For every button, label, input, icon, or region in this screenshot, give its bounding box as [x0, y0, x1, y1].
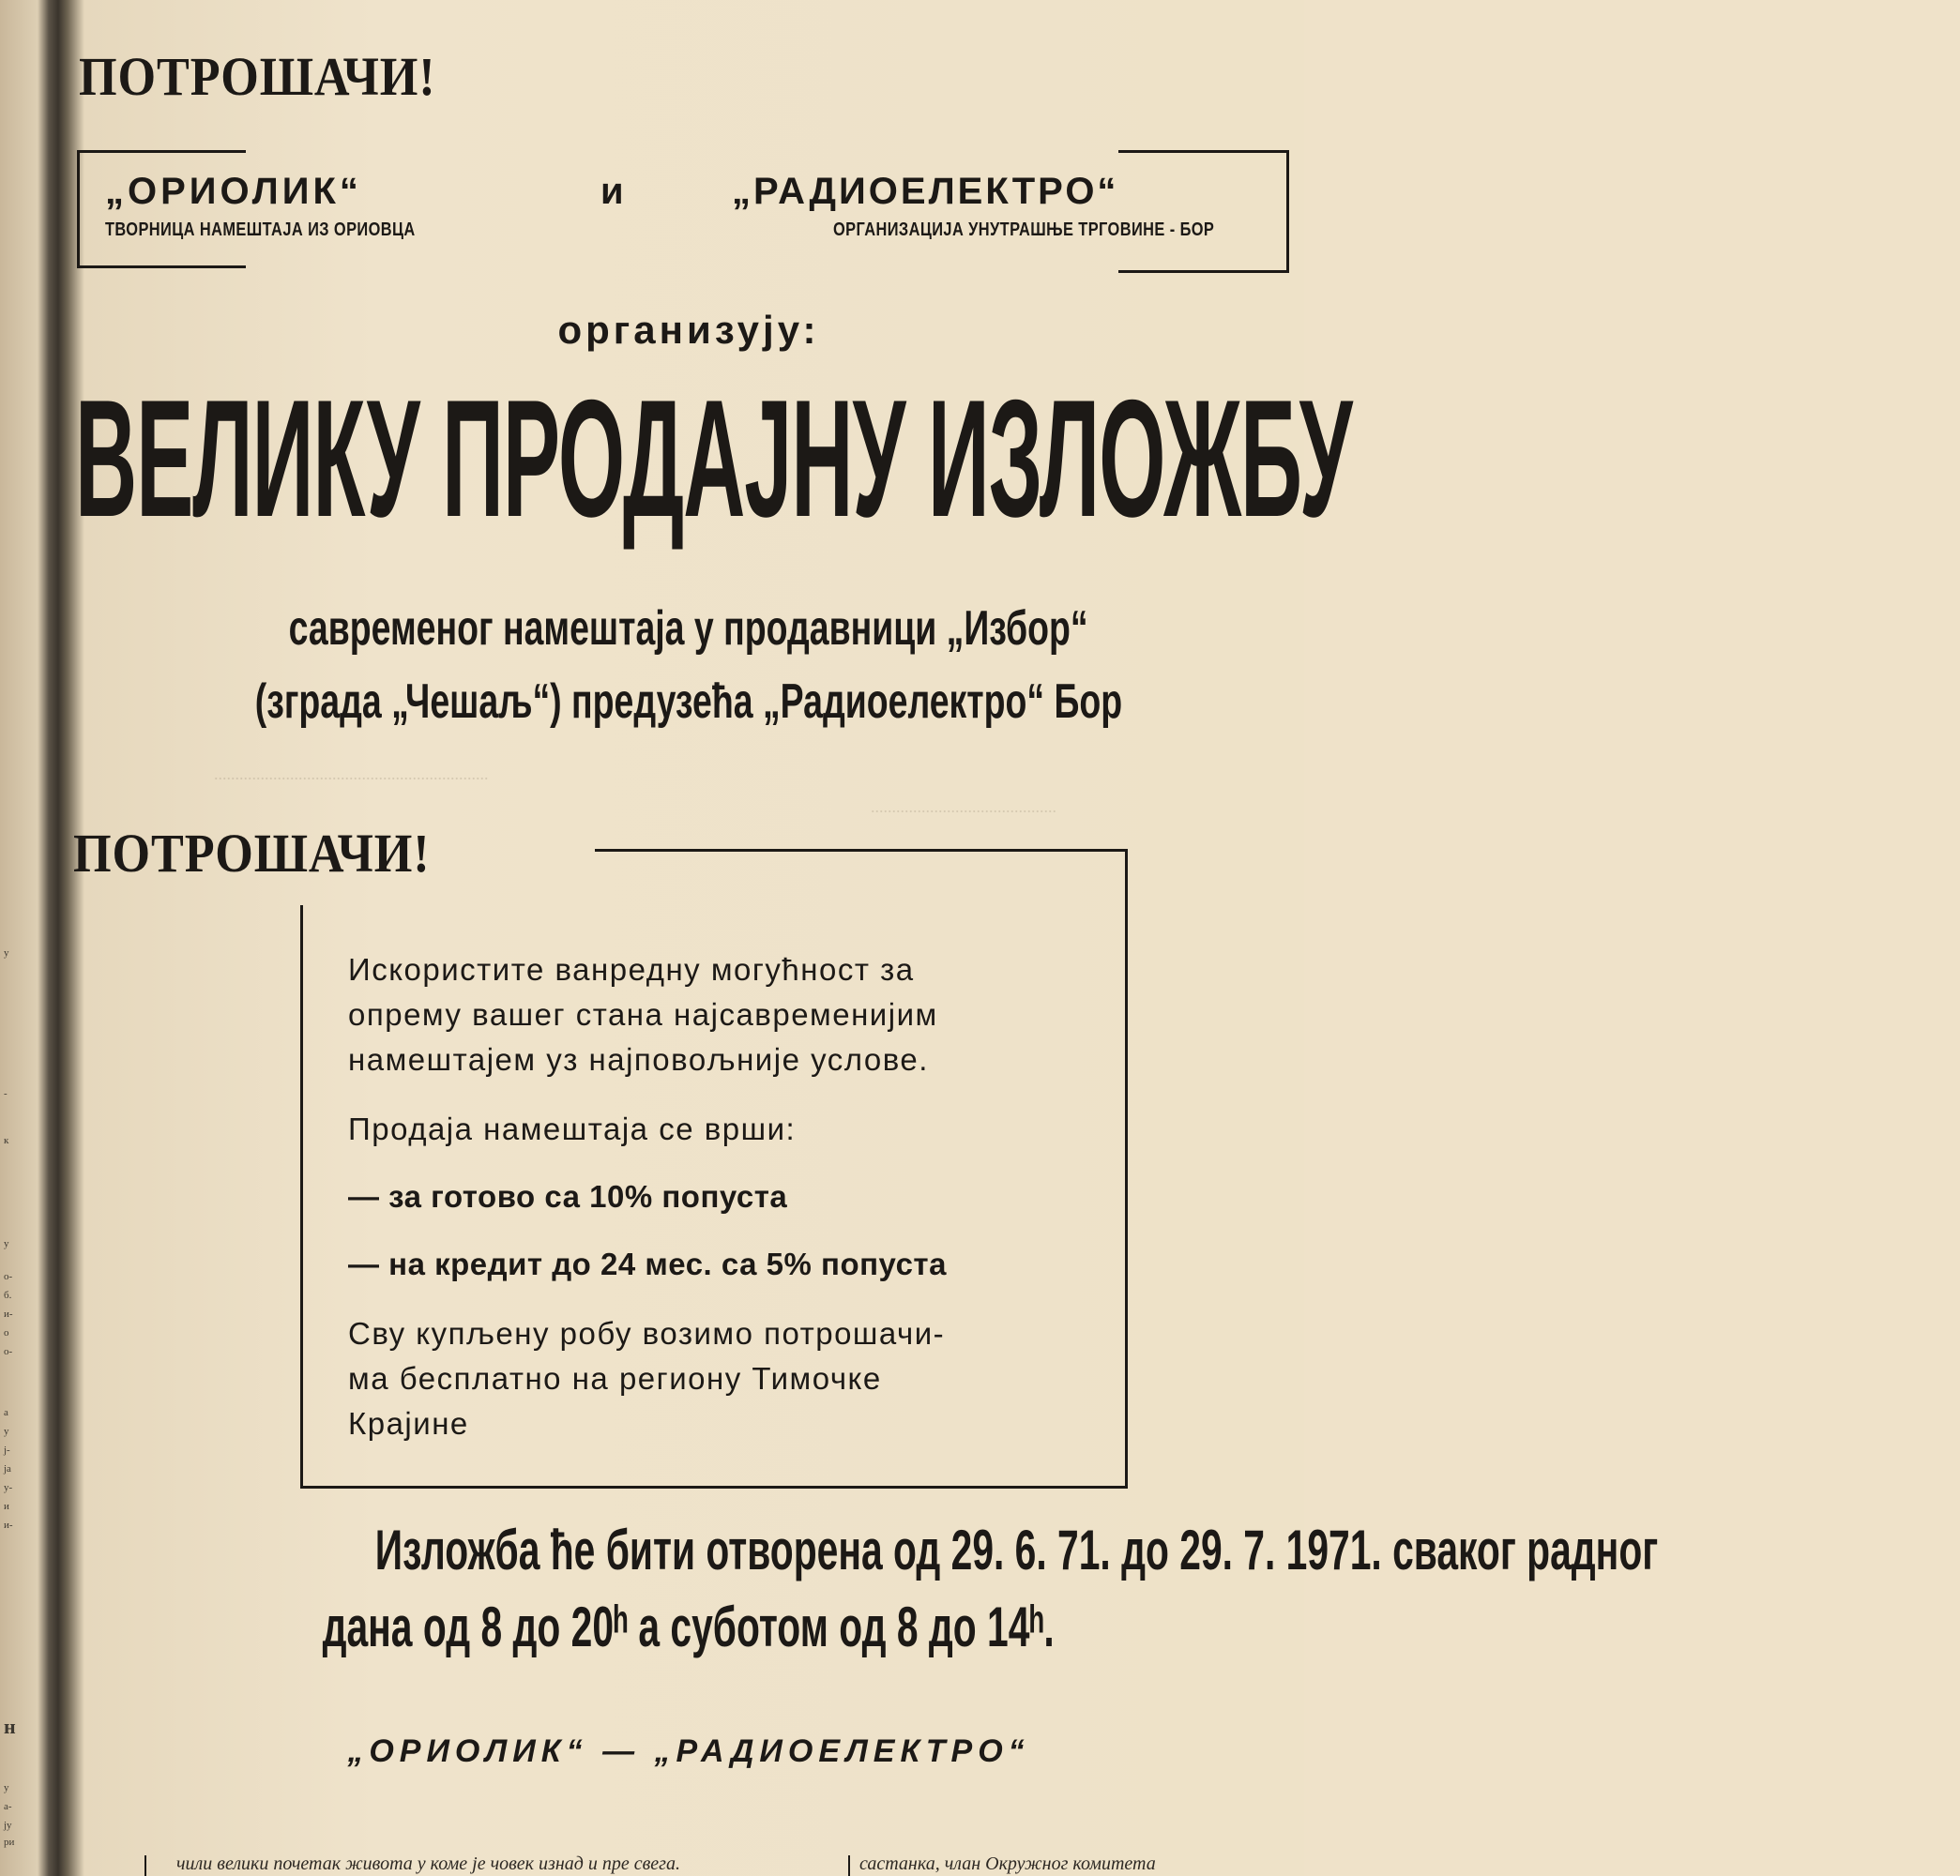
- bottom-cut-right-text: састанка, члан Окружног комитета: [859, 1853, 1156, 1874]
- margin-fragment: и-: [4, 1309, 13, 1320]
- margin-fragment: н: [4, 1715, 16, 1738]
- bottom-column-rule: [144, 1855, 146, 1876]
- box-rule-bottom: [300, 1486, 1128, 1489]
- subtitle-line-2-text: (зграда „Чешаљ“) предузећа „Радиоелектро“ Бор: [254, 674, 1123, 729]
- box-rule-right: [1125, 849, 1128, 1489]
- left-brand-rule-bottom: [77, 265, 246, 268]
- left-brand-rule-top: [77, 150, 246, 153]
- exhibition-hours-line: [73, 1595, 1304, 1659]
- margin-fragment: у: [4, 947, 9, 959]
- box-delivery-line-2: ма бесплатно на региону Тимочке: [348, 1361, 882, 1396]
- box-delivery-line-3: Крајине: [348, 1406, 469, 1441]
- bottom-column-divider: [848, 1855, 850, 1876]
- margin-fragment: и-: [4, 1520, 13, 1531]
- box-sales-intro: Продаја намештаја се врши:: [348, 1112, 797, 1146]
- subtitle-line-2: [73, 673, 1304, 730]
- margin-fragment: о-: [4, 1271, 13, 1282]
- margin-fragment: а-: [4, 1801, 12, 1812]
- margin-fragment: -: [4, 1088, 8, 1099]
- exhibition-dates-line: [73, 1518, 1659, 1582]
- second-heading: ПОТРОШАЧИ!: [73, 823, 431, 884]
- box-option-credit: — на кредит до 24 мес. са 5% попуста: [348, 1247, 947, 1281]
- margin-fragment: и: [4, 1501, 9, 1512]
- exhibition-dates-text: Изложба ће бити отворена од 29. 6. 71. до 29. 7. 1971. сваког радног: [374, 1519, 1659, 1581]
- subtitle-line-1-text: савременог намештаја у продавници „Избор“: [289, 601, 1088, 656]
- box-rule-left: [300, 905, 303, 1489]
- exhibition-hours-text: дана од 8 до 20ʰ а суботом од 8 до 14ʰ.: [322, 1596, 1056, 1658]
- margin-fragment: о: [4, 1327, 9, 1339]
- left-brand-name: „ОРИОЛИК“: [105, 171, 362, 212]
- right-brand-subtitle: ОРГАНИЗАЦИЈА УНУТРАШЊЕ ТРГОВИНЕ - БОР: [833, 219, 1215, 240]
- margin-fragment: о-: [4, 1346, 13, 1357]
- box-intro-line-1: Искористите ванредну могућност за: [348, 952, 915, 987]
- right-brand-rule-side: [1286, 150, 1289, 272]
- right-brand-rule-top: [1118, 150, 1287, 153]
- margin-fragment: ја: [4, 1463, 11, 1475]
- margin-fragment: у-: [4, 1482, 13, 1493]
- margin-fragment: а: [4, 1407, 8, 1418]
- box-intro-line-2: опрему вашег стана најсавременијим: [348, 997, 938, 1032]
- margin-fragment: ри: [4, 1837, 15, 1848]
- show-through-text: .................................................................: [214, 764, 489, 783]
- box-delivery-line-1: Сву купљену робу возимо потрошачи-: [348, 1316, 946, 1351]
- left-brand-rule-side: [77, 150, 80, 267]
- main-title: ВЕЛИКУ ПРОДАЈНУ ИЗЛОЖБУ: [75, 365, 1352, 552]
- top-heading: ПОТРОШАЧИ!: [79, 46, 436, 107]
- organize-line: организују:: [557, 308, 820, 352]
- right-brand-rule-bottom: [1118, 270, 1289, 273]
- left-brand-subtitle: ТВОРНИЦА НАМЕШТАЈА ИЗ ОРИОВЦА: [105, 219, 416, 240]
- margin-fragment: у: [4, 1782, 9, 1793]
- box-intro-line-3: намештајем уз најповољније услове.: [348, 1042, 929, 1077]
- box-option-cash: — за готово са 10% попуста: [348, 1179, 788, 1214]
- conjunction: и: [600, 171, 624, 212]
- margin-fragment: к: [4, 1135, 9, 1146]
- left-margin-fragments: [0, 0, 47, 1876]
- margin-fragment: у: [4, 1426, 9, 1437]
- margin-fragment: у: [4, 1238, 9, 1249]
- signature: „ОРИОЛИК“ — „РАДИОЕЛЕКТРО“: [347, 1733, 1030, 1769]
- margin-fragment: б.: [4, 1290, 12, 1301]
- right-brand-name: „РАДИОЕЛЕКТРО“: [732, 171, 1119, 212]
- margin-fragment: ју: [4, 1820, 12, 1831]
- bottom-cut-left-text: чили велики почетак живота у коме је човек изнад и пре свега.: [176, 1853, 680, 1874]
- margin-fragment: ј-: [4, 1445, 10, 1456]
- subtitle-line-1: [73, 600, 1304, 657]
- advertisement-page: [73, 0, 1659, 1876]
- show-through-text: ............................................: [871, 797, 1056, 816]
- box-rule-top: [595, 849, 1128, 852]
